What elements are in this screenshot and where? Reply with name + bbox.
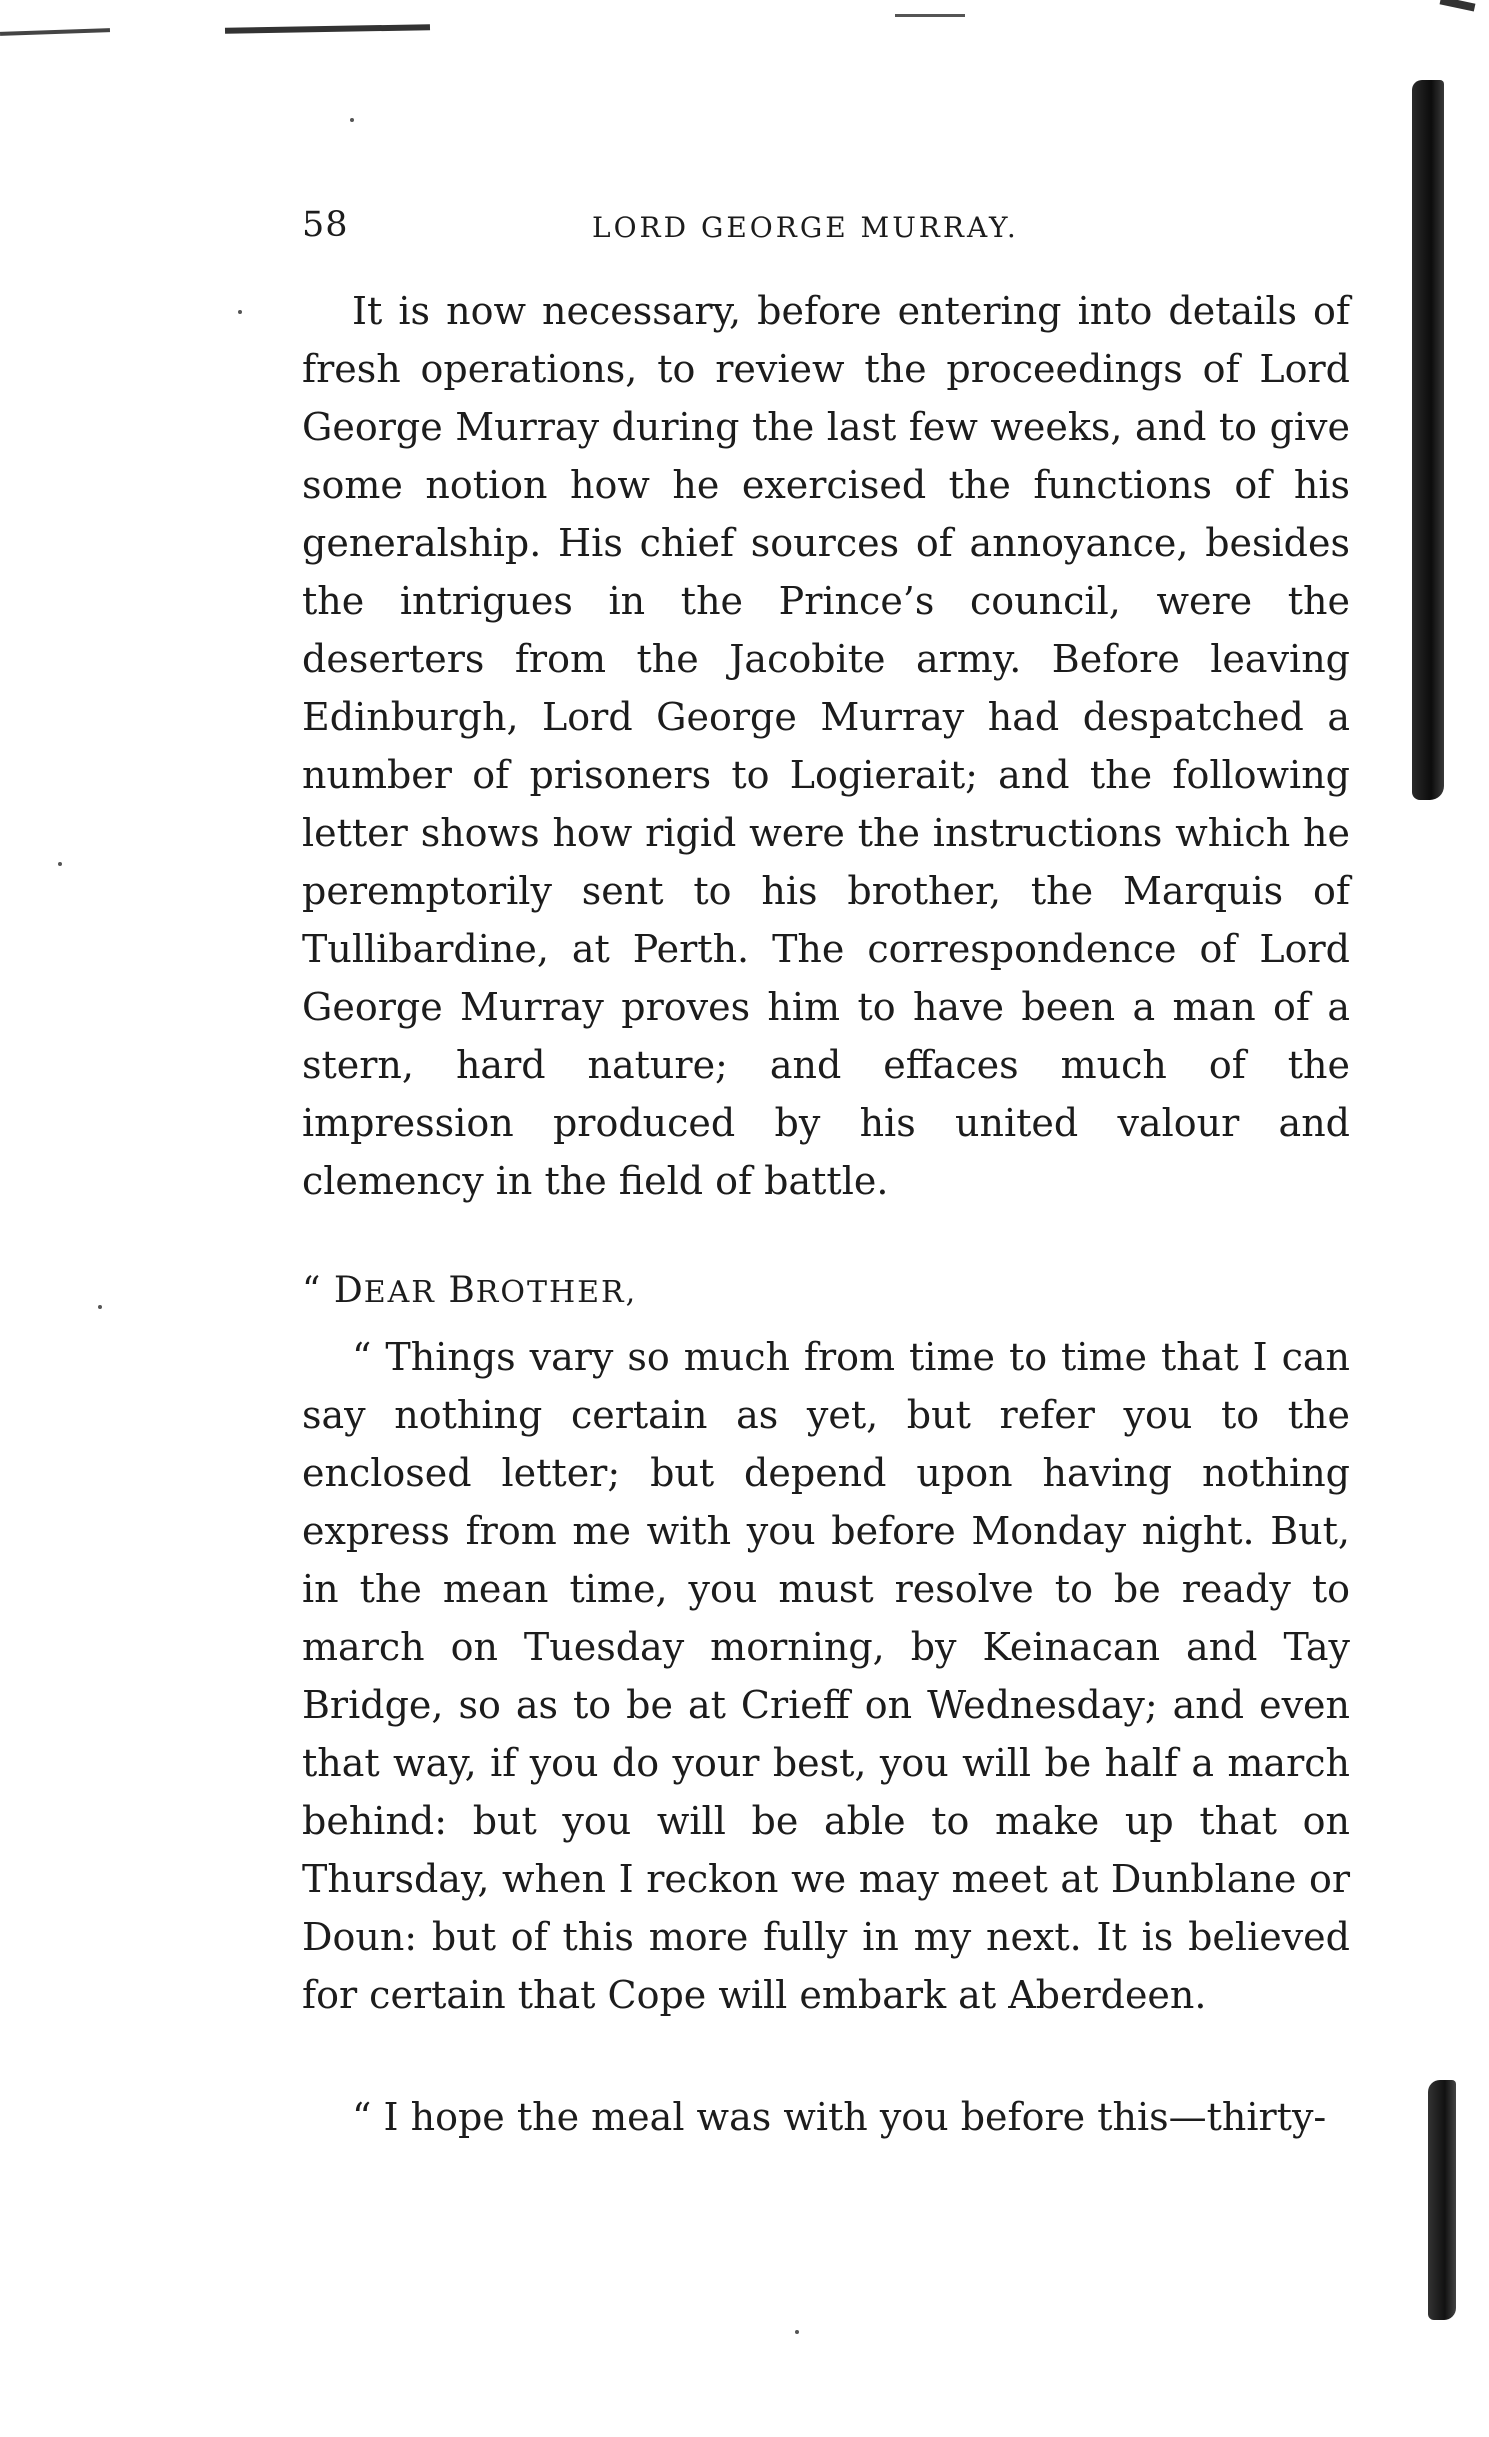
scan-binding-shadow <box>1428 2080 1456 2320</box>
letter-paragraph: “ I hope the meal was with you before this—thirty- <box>352 2095 1327 2139</box>
letter-paragraph: “ Things vary so much from time to time that I can say nothing certain as yet, but refer you to the enclosed letter; but depend upon having nothing express from me with you before Monday night. But, in the mean time, you must resolve to be ready to march on Tuesday morning, by Keinacan and Tay Bridge, so as to be at Crieff on Wednesday; and even that way, if you do your best, you will be half a march behind: but you will be able to make up that on Thursday, when I reckon we may meet at Dunblane or Doun: but of this more fully in my next. It is believed for certain that Cope will embark at Aberdeen. <box>302 1335 1350 2017</box>
running-head: LORD GEORGE MURRAY. <box>592 211 1019 244</box>
salutation-smallcaps: EAR <box>363 1275 436 1310</box>
scan-binding-shadow <box>1412 80 1444 800</box>
page-number: 58 <box>302 205 349 245</box>
scan-artifact-mark <box>225 24 430 34</box>
salutation-b: B <box>435 1270 476 1311</box>
scan-speck <box>238 310 242 314</box>
salutation-prefix: “ D <box>302 1270 364 1311</box>
scan-artifact-mark <box>1440 0 1476 12</box>
salutation-smallcaps: ROTHER, <box>475 1275 638 1310</box>
letter-salutation <box>302 1270 637 1311</box>
scan-speck <box>795 2330 799 2334</box>
scan-artifact-mark <box>0 28 110 36</box>
page-header <box>302 205 1362 255</box>
scan-speck <box>98 1305 102 1309</box>
scan-speck <box>58 862 62 866</box>
scan-speck <box>350 118 354 122</box>
scan-artifact-mark <box>895 14 965 17</box>
body-paragraph: It is now necessary, before entering into details of fresh operations, to review the proceedings of Lord George Murray during the last few weeks, and to give some notion how he exercised the functions of his generalship. His chief sources of annoyance, besides the intrigues in the Prince’s council, were the deserters from the Jacobite army. Before leaving Edinburgh, Lord George Murray had despatched a number of prisoners to Logierait; and the following letter shows how rigid were the instructions which he peremptorily sent to his brother, the Marquis of Tullibardine, at Perth. The correspondence of Lord George Murray proves him to have been a man of a stern, hard nature; and effaces much of the impression produced by his united valour and clemency in the field of battle. <box>302 289 1350 1203</box>
